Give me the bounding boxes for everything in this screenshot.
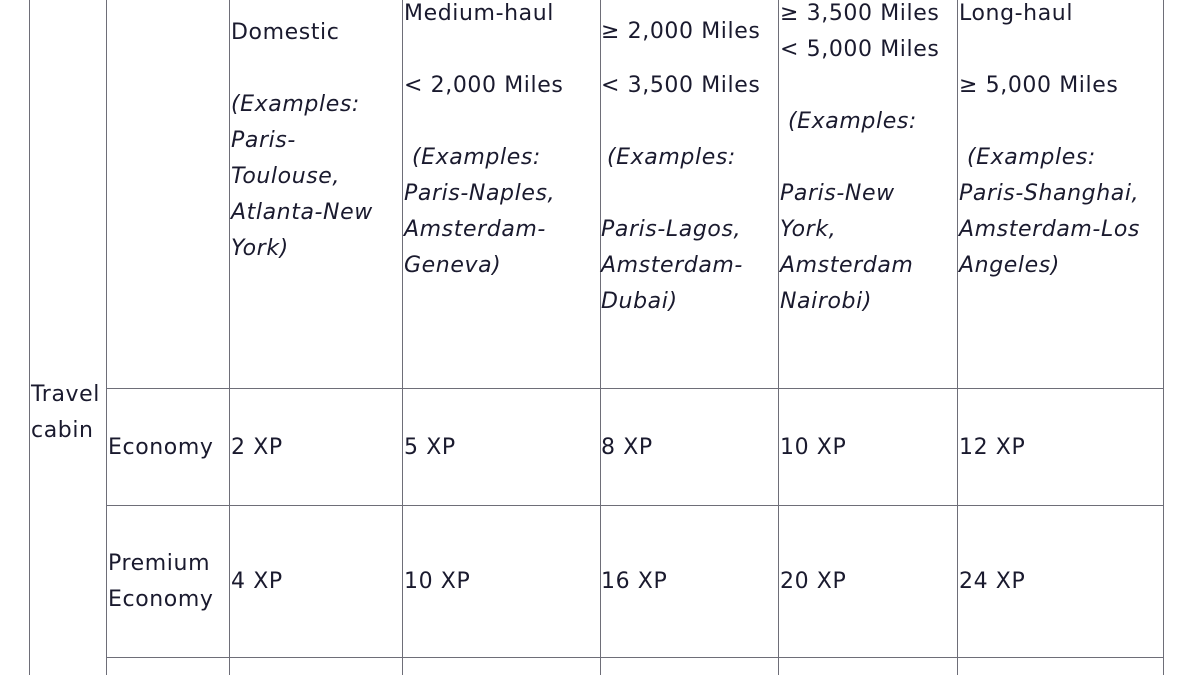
header-examples-line: Paris-Lagos, xyxy=(601,217,742,242)
header-medium-haul xyxy=(404,0,563,284)
column-divider xyxy=(778,0,779,675)
xp-cell: 24 XP xyxy=(959,569,1026,594)
header-domestic xyxy=(231,15,373,267)
cabin-label: Premium xyxy=(108,551,211,576)
xp-cell: 4 XP xyxy=(231,569,283,594)
header-examples-line: Amsterdam-Los xyxy=(959,217,1140,242)
table-border-left xyxy=(29,0,30,675)
xp-cell: 12 XP xyxy=(959,435,1026,460)
header-distance: < 3,500 Miles xyxy=(601,73,761,98)
row-divider xyxy=(106,505,1164,506)
header-distance: < 5,000 Miles xyxy=(780,37,940,62)
column-divider xyxy=(229,0,230,675)
cabin-label: Economy xyxy=(108,435,214,460)
header-distance: ≥ 2,000 Miles xyxy=(601,19,761,44)
row-group-label-line: cabin xyxy=(31,418,94,443)
header-examples-line: York, xyxy=(780,217,837,242)
header-examples-line: Dubai) xyxy=(601,289,678,314)
cabin-label: Economy xyxy=(108,587,214,612)
table-border-right xyxy=(1163,0,1164,675)
column-divider xyxy=(402,0,403,675)
xp-cell: 8 XP xyxy=(601,435,653,460)
header-examples-line: Paris- xyxy=(231,128,296,153)
header-examples-line: (Examples: xyxy=(967,145,1096,170)
header-examples-line: Paris-Naples, xyxy=(404,181,556,206)
column-divider xyxy=(106,0,107,675)
header-distance: ≥ 5,000 Miles xyxy=(959,73,1119,98)
xp-cell: 16 XP xyxy=(601,569,668,594)
header-examples-line: Angeles) xyxy=(959,253,1060,278)
cabin-label-premium-economy xyxy=(108,546,214,618)
header-3500-5000 xyxy=(780,0,939,320)
header-examples-line: Paris-Shanghai, xyxy=(959,181,1140,206)
header-examples-line: Geneva) xyxy=(404,253,502,278)
header-examples-line: (Examples: xyxy=(607,145,736,170)
header-examples-line: Amsterdam- xyxy=(601,253,743,278)
cabin-label-economy xyxy=(108,430,214,466)
xp-cell: 5 XP xyxy=(404,435,456,460)
row-group-label xyxy=(31,377,100,449)
header-distance: < 2,000 Miles xyxy=(404,73,564,98)
header-distance: ≥ 3,500 Miles xyxy=(780,1,940,26)
header-title: Long-haul xyxy=(959,1,1074,26)
header-examples-line: Paris-New xyxy=(780,181,895,206)
xp-cell: 2 XP xyxy=(231,435,283,460)
header-2000-3500 xyxy=(601,14,760,320)
row-divider xyxy=(106,657,1164,658)
row-divider xyxy=(106,388,1164,389)
header-title: Domestic xyxy=(231,20,340,45)
header-examples-line: (Examples: xyxy=(412,145,541,170)
header-examples-line: Toulouse, xyxy=(231,164,341,189)
xp-cell: 10 XP xyxy=(404,569,471,594)
header-title: Medium-haul xyxy=(404,1,554,26)
row-group-label-line: Travel xyxy=(31,382,100,407)
header-examples-line: Amsterdam- xyxy=(404,217,546,242)
header-examples-line: York) xyxy=(231,236,289,261)
header-examples-line: (Examples: xyxy=(231,92,360,117)
header-examples-line: Atlanta-New xyxy=(231,200,373,225)
xp-cell: 20 XP xyxy=(780,569,847,594)
header-examples-line: Nairobi) xyxy=(780,289,873,314)
xp-cell: 10 XP xyxy=(780,435,847,460)
header-long-haul xyxy=(959,0,1140,284)
column-divider xyxy=(957,0,958,675)
header-examples-line: (Examples: xyxy=(788,109,917,134)
header-examples-line: Amsterdam xyxy=(780,253,914,278)
